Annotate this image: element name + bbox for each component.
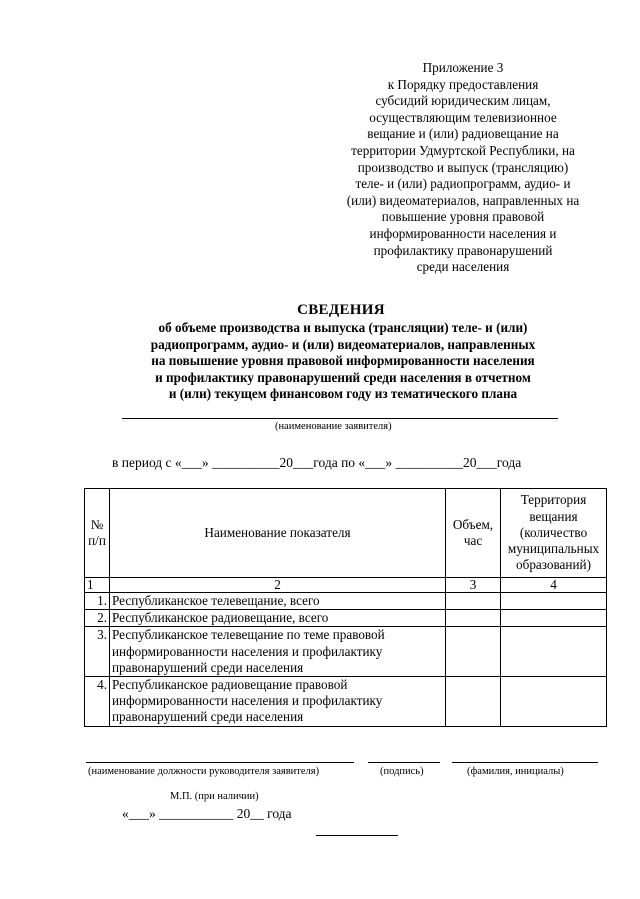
header-volume: Объем, час [446, 489, 501, 578]
row-territory [501, 610, 607, 627]
row-name: Республиканское телевещание по теме правовой информированности населения и профилактику правонарушений среди населения [110, 627, 446, 677]
col-number: 4 [501, 578, 607, 593]
table-row [85, 627, 607, 677]
position-caption: (наименование должности руководителя заявителя) [88, 766, 320, 777]
appendix-line: осуществляющим телевизионное [369, 109, 557, 125]
indicators-table [84, 488, 607, 727]
appendix-line: к Порядку предоставления [387, 76, 539, 92]
col-number: 3 [446, 578, 501, 593]
stamp-place: М.П. (при наличии) [170, 791, 259, 802]
subtitle-line: и профилактику правонарушений среди населения в отчетном [155, 369, 531, 385]
signature-caption: (подпись) [380, 766, 424, 777]
applicant-name-line [122, 418, 558, 419]
appendix-line: производство и выпуск (трансляцию) [357, 159, 569, 175]
row-volume [446, 610, 501, 627]
row-name: Республиканское радиовещание правовой информированности населения и профилактику правонарушений среди населения [110, 677, 446, 727]
table-row [85, 610, 607, 627]
name-line [452, 762, 598, 763]
row-volume [446, 677, 501, 727]
row-name: Республиканское радиовещание, всего [110, 610, 446, 627]
position-line [86, 762, 354, 763]
row-num: 1. [85, 593, 110, 610]
row-territory [501, 677, 607, 727]
appendix-line: территории Удмуртской Республики, на [351, 142, 575, 158]
row-name: Республиканское телевещание, всего [110, 593, 446, 610]
appendix-line: теле- и (или) радиопрограмм, аудио- и [355, 176, 571, 192]
appendix-line: профилактику правонарушений [373, 242, 553, 258]
period-text: в период с «___» __________20___года по «___» __________20___года [112, 455, 522, 470]
header-num: № п/п [85, 489, 110, 578]
signature-line [368, 762, 440, 763]
row-num: 2. [85, 610, 110, 627]
row-num: 3. [85, 627, 110, 677]
row-territory [501, 593, 607, 610]
applicant-caption: (наименование заявителя) [275, 421, 392, 432]
header-territory: Территория вещания (количество муниципальных образований) [501, 489, 607, 578]
signature-date: «___» ___________ 20__ года [122, 806, 292, 821]
appendix-line: (или) видеоматериалов, направленных на [346, 192, 580, 208]
appendix-header [318, 60, 608, 276]
subtitle-line: на повышение уровня правовой информированности населения [151, 353, 535, 369]
appendix-line: информированности населения и [369, 225, 557, 241]
appendix-line: вещание и (или) радиовещание на [367, 126, 559, 142]
row-num: 4. [85, 677, 110, 727]
subtitle-line: радиопрограмм, аудио- и (или) видеоматериалов, направленных [150, 336, 536, 352]
appendix-line: субсидий юридическим лицам, [375, 93, 551, 109]
col-number: 1 [85, 578, 110, 593]
subtitle-line: и (или) текущем финансовом году из тематического плана [168, 386, 518, 402]
table-row [85, 677, 607, 727]
document-title: СВЕДЕНИЯ [297, 302, 385, 318]
row-territory [501, 627, 607, 677]
table-row [85, 593, 607, 610]
header-name: Наименование показателя [110, 489, 446, 578]
appendix-line: среди населения [416, 259, 510, 275]
appendix-line: Приложение 3 [422, 60, 504, 75]
document-subtitle [98, 320, 588, 403]
closing-line [316, 835, 398, 836]
subtitle-line: об объеме производства и выпуска (трансляции) теле- и (или) [158, 320, 528, 335]
table-header-row [85, 489, 607, 578]
col-number: 2 [110, 578, 446, 593]
row-volume [446, 593, 501, 610]
name-caption: (фамилия, инициалы) [467, 766, 564, 777]
row-volume [446, 627, 501, 677]
table-column-numbers [85, 578, 607, 593]
appendix-line: повышение уровня правовой [381, 209, 545, 225]
